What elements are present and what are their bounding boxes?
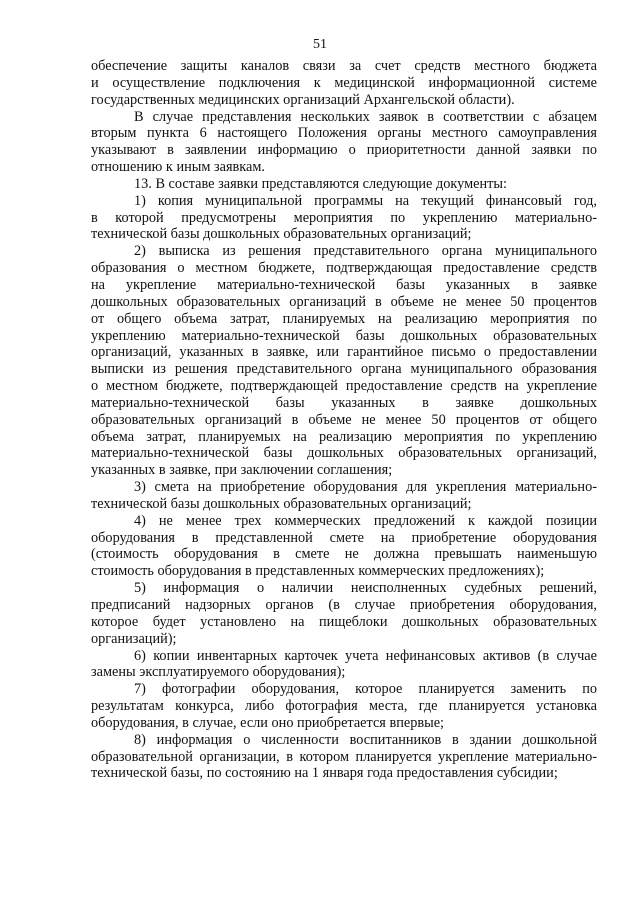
text-line: оборудования в представленной смете на приобретение оборудования (91, 529, 597, 546)
text-line: оборудования, в случае, если оно приобретается впервые; (91, 714, 445, 731)
paragraph (91, 513, 597, 580)
paragraph (91, 193, 597, 244)
text-line: объема затрат, планируемых на реализацию мероприятия по укреплению (91, 428, 597, 445)
text-line: результатам конкурса, либо фотография места, где планируется установка (91, 698, 597, 715)
paragraph (91, 479, 597, 513)
text-line: государственных медицинских организаций Архангельской области). (91, 91, 515, 108)
text-line: материально-технической базы указанных в заявке дошкольных (91, 394, 597, 411)
text-line: технической базы дошкольных образовательных организаций; (91, 495, 472, 512)
text-line: предписаний надзорных органов (в случае приобретения оборудования, (91, 597, 597, 613)
text-line: образовательных организаций в объеме не менее 50 процентов от общего (91, 411, 597, 428)
text-line: отношению к иным заявкам. (91, 159, 265, 176)
text-line: 3) смета на приобретение оборудования для укрепления материально- (134, 479, 597, 496)
text-line: 4) не менее трех коммерческих предложений к каждой позиции (134, 512, 597, 529)
text-line: 6) копии инвентарных карточек учета нефинансовых активов (в случае (134, 647, 597, 664)
text-line: 7) фотографии оборудования, которое планируется заменить по (134, 681, 597, 698)
paragraph (91, 243, 597, 479)
text-line: обеспечение защиты каналов связи за счет средств местного бюджета (91, 58, 597, 74)
paragraph (91, 58, 597, 109)
text-line: в которой предусмотрены мероприятия по укреплению материально- (91, 209, 597, 226)
paragraph (91, 580, 597, 647)
text-line: образовательной организации, в котором планируется укрепление материально- (91, 748, 597, 765)
text-line: выписки из решения представительного органа муниципального образования (91, 361, 597, 378)
text-line: материально-технической базы дошкольных образовательных организаций, (91, 445, 597, 462)
text-line: организаций, указанных в заявке, или гарантийное письмо о предоставлении (91, 344, 597, 361)
text-line: указанных в заявке, при заключении соглашения; (91, 462, 393, 479)
text-line: укреплению материально-технической базы дошкольных образовательных (91, 327, 597, 344)
paragraph (91, 732, 597, 783)
text-line: (стоимость оборудования в смете не должна превышать наименьшую (91, 546, 597, 563)
text-line: 8) информация о численности воспитанников в здании дошкольной (134, 731, 597, 748)
text-line: стоимость оборудования в представленных коммерческих предложениях); (91, 563, 545, 580)
text-line: 5) информация о наличии неисполненных судебных решений, (134, 580, 597, 597)
text-line: замены эксплуатируемого оборудования); (91, 664, 346, 681)
text-line: вторым пункта 6 настоящего Положения органы местного самоуправления (91, 125, 597, 142)
text-line: дошкольных образовательных организаций в объеме не менее 50 процентов (91, 293, 597, 310)
text-line: 13. В составе заявки представляются следующие документы: (134, 175, 507, 192)
text-line: образования о местном бюджете, подтверждающая предоставление средств (91, 260, 597, 277)
text-line: которое будет установлено на пищеблоки дошкольных образовательных (91, 613, 597, 630)
paragraph (91, 648, 597, 682)
text-line: о местном бюджете, подтверждающей предоставление средств на укрепление (91, 378, 597, 395)
text-line: В случае представления нескольких заявок в соответствии с абзацем (134, 108, 597, 125)
text-line: указывают в заявлении информацию о приоритетности данной заявки по (91, 142, 597, 159)
text-line: на укрепление материально-технической базы указанных в заявке (91, 276, 597, 293)
text-line: от общего объема затрат, планируемых на реализацию мероприятия по (91, 310, 597, 327)
text-line: 1) копия муниципальной программы на текущий финансовый год, (134, 192, 597, 209)
text-line: организаций); (91, 630, 177, 647)
text-line: 2) выписка из решения представительного органа муниципального (134, 243, 597, 260)
paragraph (91, 109, 597, 176)
text-line: и осуществление подключения к медицинской информационной системе (91, 74, 597, 91)
paragraph (91, 176, 597, 193)
text-line: технической базы дошкольных образовательных организаций; (91, 226, 472, 243)
document-body (91, 58, 597, 782)
text-line: технической базы, по состоянию на 1 января года предоставления субсидии; (91, 765, 558, 782)
paragraph (91, 681, 597, 732)
page-number: 51 (313, 37, 327, 52)
